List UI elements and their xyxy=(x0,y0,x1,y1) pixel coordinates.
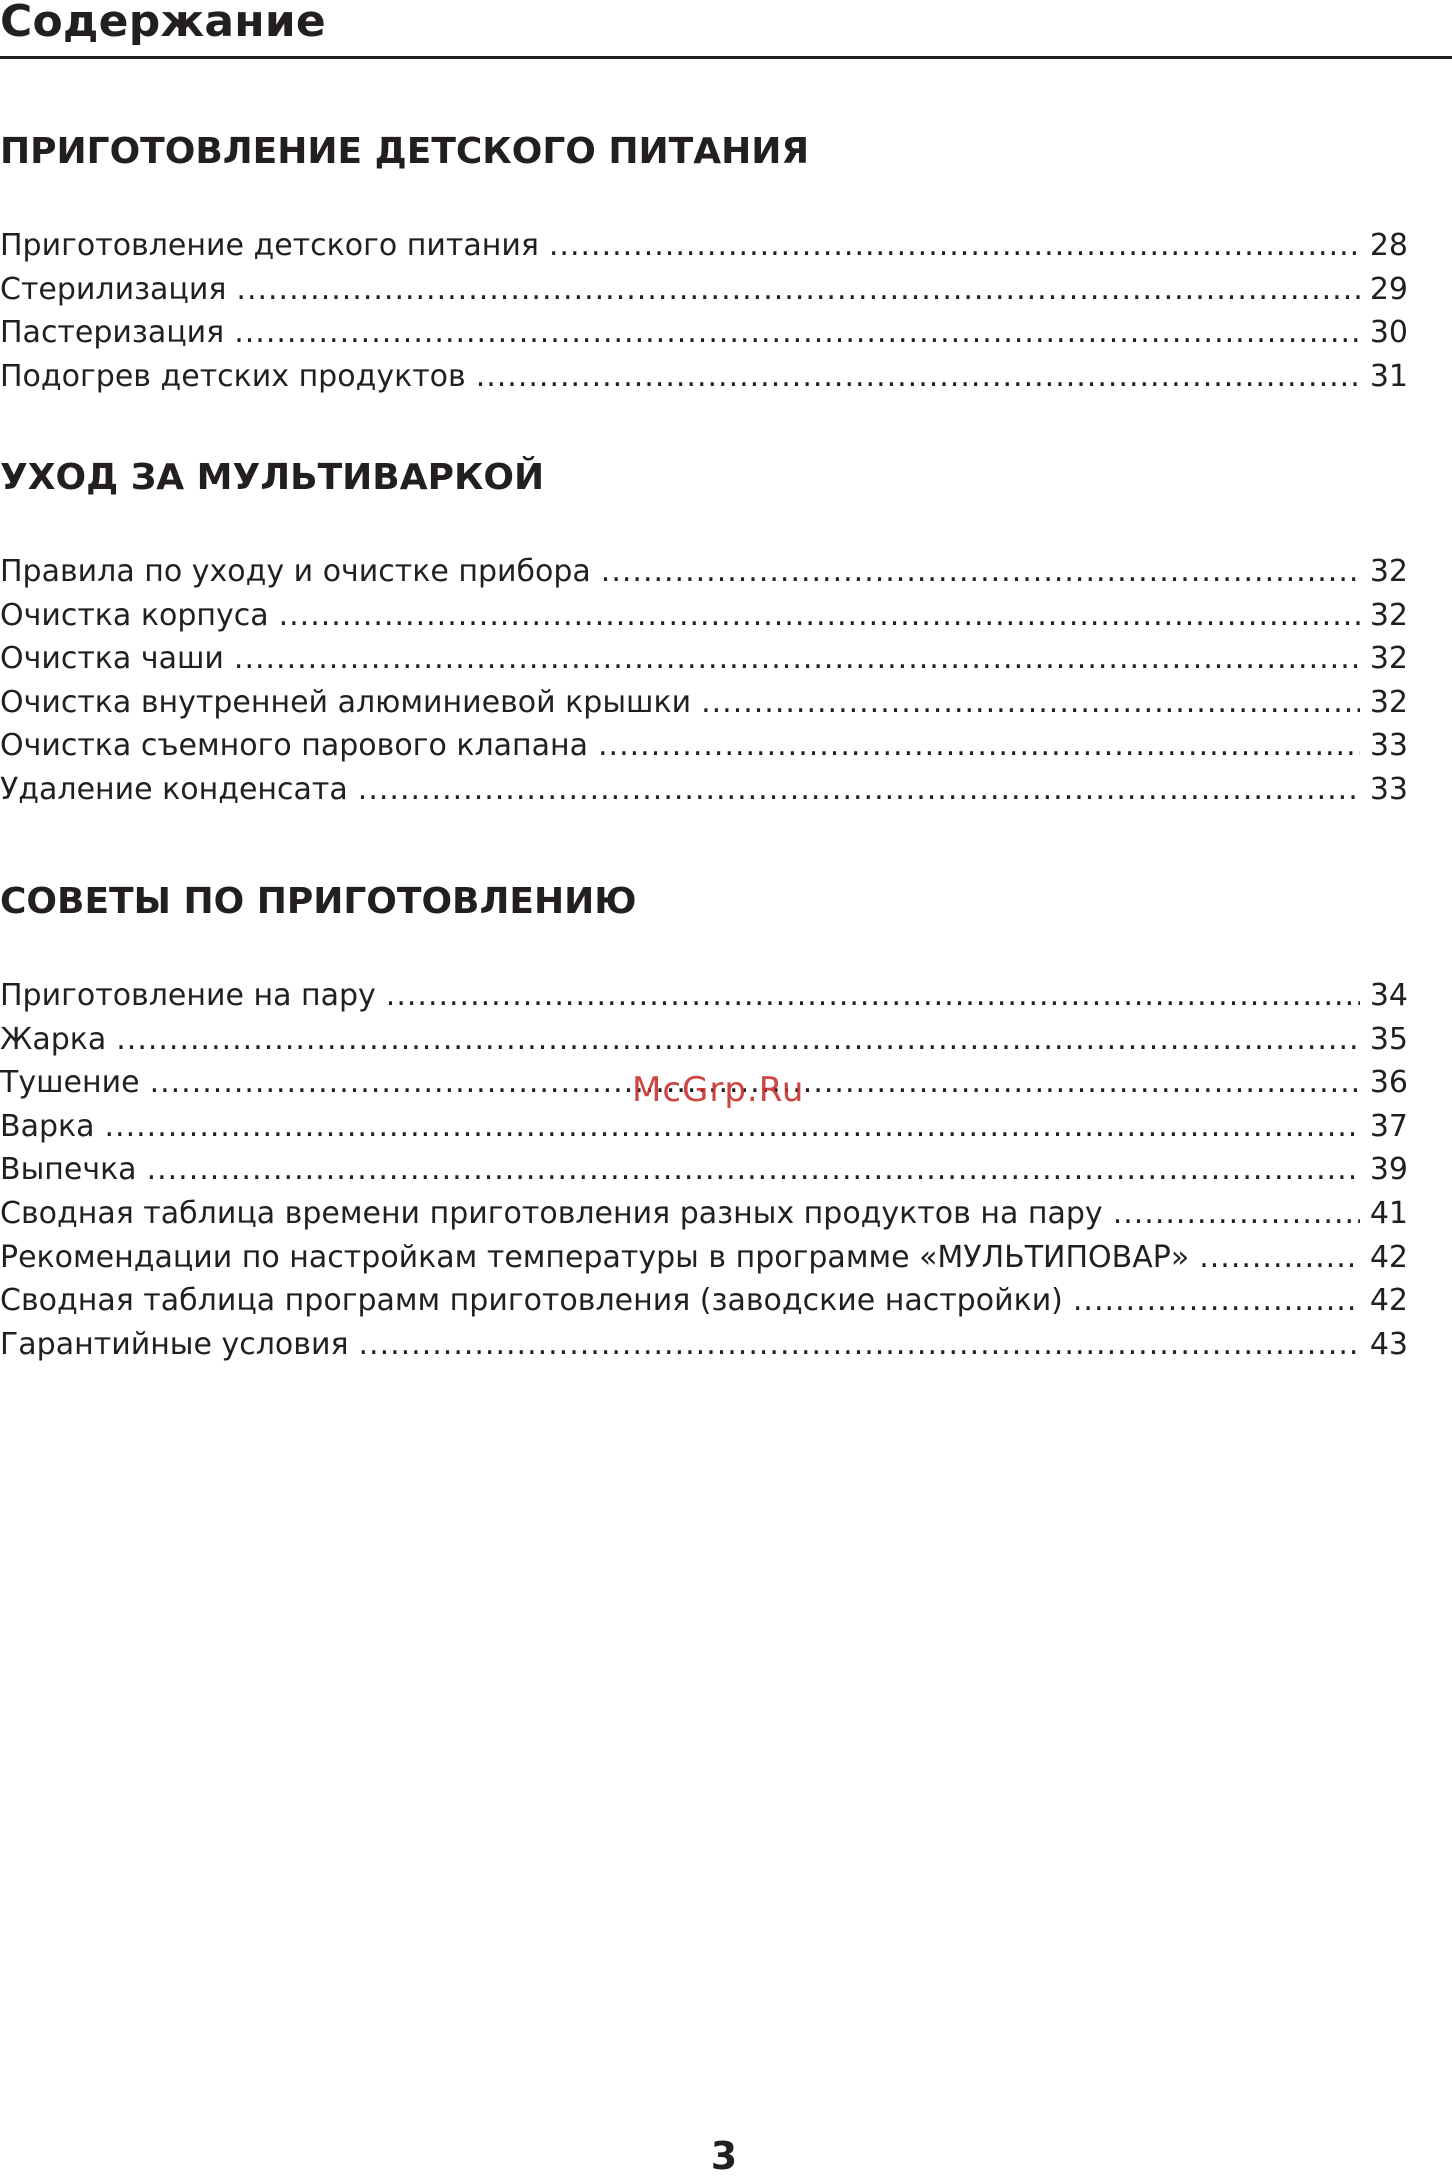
toc-entry-page: 29 xyxy=(1369,271,1408,307)
section-heading: ПРИГОТОВЛЕНИЕ ДЕТСКОГО ПИТАНИЯ xyxy=(0,131,810,172)
toc-entry-page: 33 xyxy=(1369,771,1408,807)
dot-leader xyxy=(1073,1279,1360,1323)
page-number xyxy=(0,2134,1452,2178)
watermark: McGrp.Ru xyxy=(632,1070,805,1110)
dot-leader xyxy=(386,974,1360,1018)
dot-leader xyxy=(1113,1192,1360,1236)
title-divider xyxy=(0,56,1452,59)
toc-entry-page: 37 xyxy=(1369,1108,1408,1144)
toc-entry-page: 39 xyxy=(1369,1152,1408,1188)
toc-entry[interactable] xyxy=(0,637,1408,681)
dot-leader xyxy=(234,637,1360,681)
toc-entry-page: 42 xyxy=(1369,1283,1408,1319)
section-heading: СОВЕТЫ ПО ПРИГОТОВЛЕНИЮ xyxy=(0,881,637,922)
toc-entry-page: 41 xyxy=(1369,1195,1408,1231)
toc-entry-page: 32 xyxy=(1369,684,1408,720)
toc-entry-page: 43 xyxy=(1369,1326,1408,1362)
toc-entry[interactable] xyxy=(0,268,1408,312)
dot-leader xyxy=(116,1018,1360,1062)
toc-entry-label: Сводная таблица программ приготовления (заводские настройки) xyxy=(0,1283,1063,1319)
toc-list xyxy=(0,224,1408,398)
dot-leader xyxy=(701,681,1360,725)
toc-entry-label: Стерилизация xyxy=(0,271,227,307)
page-number-text: 3 xyxy=(710,2134,738,2178)
toc-entry[interactable] xyxy=(0,681,1408,725)
toc-entry-page: 31 xyxy=(1369,358,1408,394)
toc-entry-label: Выпечка xyxy=(0,1152,137,1188)
toc-entry-page: 32 xyxy=(1369,554,1408,589)
toc-entry[interactable] xyxy=(0,1323,1408,1367)
toc-entry-label: Очистка съемного парового клапана xyxy=(0,728,589,764)
toc-entry-label: Рекомендации по настройкам температуры в программе «МУЛЬТИПОВАР» xyxy=(0,1239,1190,1275)
dot-leader xyxy=(358,768,1360,812)
toc-entry[interactable] xyxy=(0,1148,1408,1192)
dot-leader xyxy=(601,550,1360,594)
toc-entry-label: Очистка внутренней алюминиевой крышки xyxy=(0,684,692,720)
toc-entry-label: Очистка корпуса xyxy=(0,597,269,633)
toc-entry-page: 32 xyxy=(1369,641,1408,677)
dot-leader xyxy=(279,594,1360,638)
toc-entry[interactable] xyxy=(0,224,1408,268)
dot-leader xyxy=(476,355,1360,399)
toc-entry-label: Сводная таблица времени приготовления разных продуктов на пару xyxy=(0,1195,1103,1231)
toc-entry[interactable] xyxy=(0,355,1408,399)
toc-entry-label: Приготовление на пару xyxy=(0,978,376,1013)
toc-entry[interactable] xyxy=(0,594,1408,638)
toc-entry[interactable] xyxy=(0,1192,1408,1236)
toc-entry-label: Гарантийные условия xyxy=(0,1326,349,1362)
dot-leader xyxy=(549,224,1360,268)
dot-leader xyxy=(147,1148,1360,1192)
dot-leader xyxy=(359,1323,1360,1367)
toc-entry-label: Жарка xyxy=(0,1021,107,1057)
toc-list xyxy=(0,974,1408,1366)
page-title: Содержание xyxy=(0,0,326,47)
toc-section-cooking-tips xyxy=(0,876,1408,1366)
toc-entry[interactable] xyxy=(0,311,1408,355)
toc-entry[interactable] xyxy=(0,1105,1408,1149)
toc-entry-page: 28 xyxy=(1369,228,1408,263)
dot-leader xyxy=(1199,1236,1360,1280)
toc-entry-page: 30 xyxy=(1369,315,1408,351)
dot-leader xyxy=(105,1105,1360,1149)
toc-entry-label: Очистка чаши xyxy=(0,641,224,677)
toc-list xyxy=(0,550,1408,812)
toc-entry-label: Подогрев детских продуктов xyxy=(0,358,466,394)
toc-entry[interactable] xyxy=(0,1018,1408,1062)
dot-leader xyxy=(234,311,1360,355)
toc-entry[interactable] xyxy=(0,1236,1408,1280)
toc-section-baby-food xyxy=(0,126,1408,398)
toc-entry-page: 33 xyxy=(1369,728,1408,764)
toc-entry-page: 42 xyxy=(1369,1239,1408,1275)
toc-entry[interactable] xyxy=(0,768,1408,812)
toc-entry-page: 35 xyxy=(1369,1021,1408,1057)
toc-entry-label: Варка xyxy=(0,1108,95,1144)
toc-entry-label: Пастеризация xyxy=(0,315,225,351)
toc-entry-page: 32 xyxy=(1369,597,1408,633)
toc-entry-label: Приготовление детского питания xyxy=(0,228,539,263)
toc-section-care xyxy=(0,452,1408,812)
toc-entry-page: 34 xyxy=(1369,978,1408,1013)
toc-entry[interactable] xyxy=(0,1279,1408,1323)
dot-leader xyxy=(236,268,1359,312)
toc-entry[interactable] xyxy=(0,724,1408,768)
dot-leader xyxy=(598,724,1360,768)
toc-entry-label: Правила по уходу и очистке прибора xyxy=(0,554,591,589)
toc-entry-page: 36 xyxy=(1369,1065,1408,1101)
toc-entry-label: Удаление конденсата xyxy=(0,771,348,807)
toc-entry[interactable] xyxy=(0,550,1408,594)
toc-entry[interactable] xyxy=(0,974,1408,1018)
toc-entry-label: Тушение xyxy=(0,1065,140,1101)
section-heading: УХОД ЗА МУЛЬТИВАРКОЙ xyxy=(0,457,545,498)
